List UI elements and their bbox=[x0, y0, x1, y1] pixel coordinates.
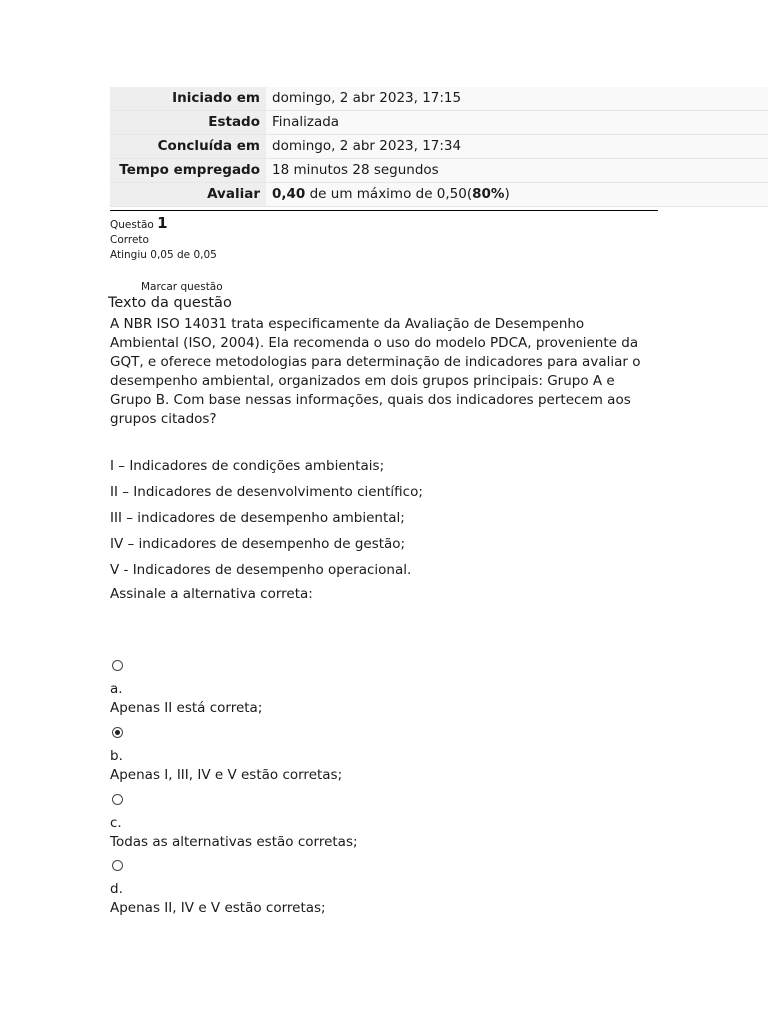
answer-option-c[interactable] bbox=[110, 794, 358, 852]
summary-label: Concluída em bbox=[110, 135, 266, 159]
summary-value: domingo, 2 abr 2023, 17:34 bbox=[266, 135, 768, 159]
summary-row-completed bbox=[110, 135, 768, 159]
summary-divider bbox=[110, 210, 658, 211]
list-item: III – indicadores de desempenho ambiental; bbox=[110, 510, 405, 526]
summary-label: Avaliar bbox=[110, 183, 266, 207]
question-text: A NBR ISO 14031 trata especificamente da Avaliação de Desempenho Ambiental (ISO, 2004). Ela recomenda o uso do modelo PDCA, proveniente da GQT, e oferece metodologias para determinação de indicadores para avaliar o desempenho ambiental, organizados em dois grupos principais: Grupo A e Grupo B. Com base nessas informações, quais dos indicadores pertecem aos grupos citados? bbox=[110, 316, 641, 427]
answer-letter: c. bbox=[110, 815, 122, 831]
grade-close: ) bbox=[504, 186, 510, 202]
answer-letter: b. bbox=[110, 748, 123, 764]
answer-option-a[interactable] bbox=[110, 660, 262, 718]
answer-text: Apenas II está correta; bbox=[110, 700, 263, 716]
question-prompt: Assinale a alternativa correta: bbox=[110, 586, 313, 602]
indicator-list bbox=[110, 456, 423, 586]
radio-button[interactable] bbox=[112, 860, 123, 871]
question-status: Correto bbox=[110, 234, 149, 246]
list-item: II – Indicadores de desenvolvimento científico; bbox=[110, 484, 423, 500]
radio-button-checked[interactable] bbox=[112, 727, 123, 738]
answer-option-d[interactable] bbox=[110, 860, 326, 918]
summary-row-state bbox=[110, 111, 768, 135]
summary-label: Tempo empregado bbox=[110, 159, 266, 183]
list-item: I – Indicadores de condições ambientais; bbox=[110, 458, 385, 474]
attempt-summary-table bbox=[110, 87, 768, 207]
summary-value: domingo, 2 abr 2023, 17:15 bbox=[266, 87, 768, 111]
answer-letter: d. bbox=[110, 881, 123, 897]
answer-text: Apenas II, IV e V estão corretas; bbox=[110, 900, 326, 916]
summary-row-grade bbox=[110, 183, 768, 207]
list-item: V - Indicadores de desempenho operacional. bbox=[110, 562, 412, 578]
answer-text: Apenas I, III, IV e V estão corretas; bbox=[110, 767, 343, 783]
summary-row-time-taken bbox=[110, 159, 768, 183]
question-info bbox=[110, 216, 217, 263]
answer-option-b[interactable] bbox=[110, 727, 342, 785]
radio-button[interactable] bbox=[112, 660, 123, 671]
question-number-value: 1 bbox=[157, 214, 168, 232]
question-label: Questão bbox=[110, 219, 154, 231]
answer-letter: a. bbox=[110, 681, 123, 697]
summary-label: Iniciado em bbox=[110, 87, 266, 111]
flag-question-link[interactable]: Marcar questão bbox=[141, 281, 223, 293]
grade-score: 0,40 bbox=[272, 186, 306, 202]
summary-value: 18 minutos 28 segundos bbox=[266, 159, 768, 183]
summary-value: Finalizada bbox=[266, 111, 768, 135]
grade-max: de um máximo de 0,50( bbox=[305, 186, 473, 202]
grade-percent: 80% bbox=[472, 186, 505, 202]
question-grade: Atingiu 0,05 de 0,05 bbox=[110, 249, 217, 261]
question-number bbox=[110, 216, 217, 233]
question-text-heading: Texto da questão bbox=[108, 295, 232, 311]
radio-button[interactable] bbox=[112, 794, 123, 805]
summary-value bbox=[266, 183, 768, 207]
summary-label: Estado bbox=[110, 111, 266, 135]
summary-row-started bbox=[110, 87, 768, 111]
answer-text: Todas as alternativas estão corretas; bbox=[110, 834, 358, 850]
list-item: IV – indicadores de desempenho de gestão; bbox=[110, 536, 406, 552]
